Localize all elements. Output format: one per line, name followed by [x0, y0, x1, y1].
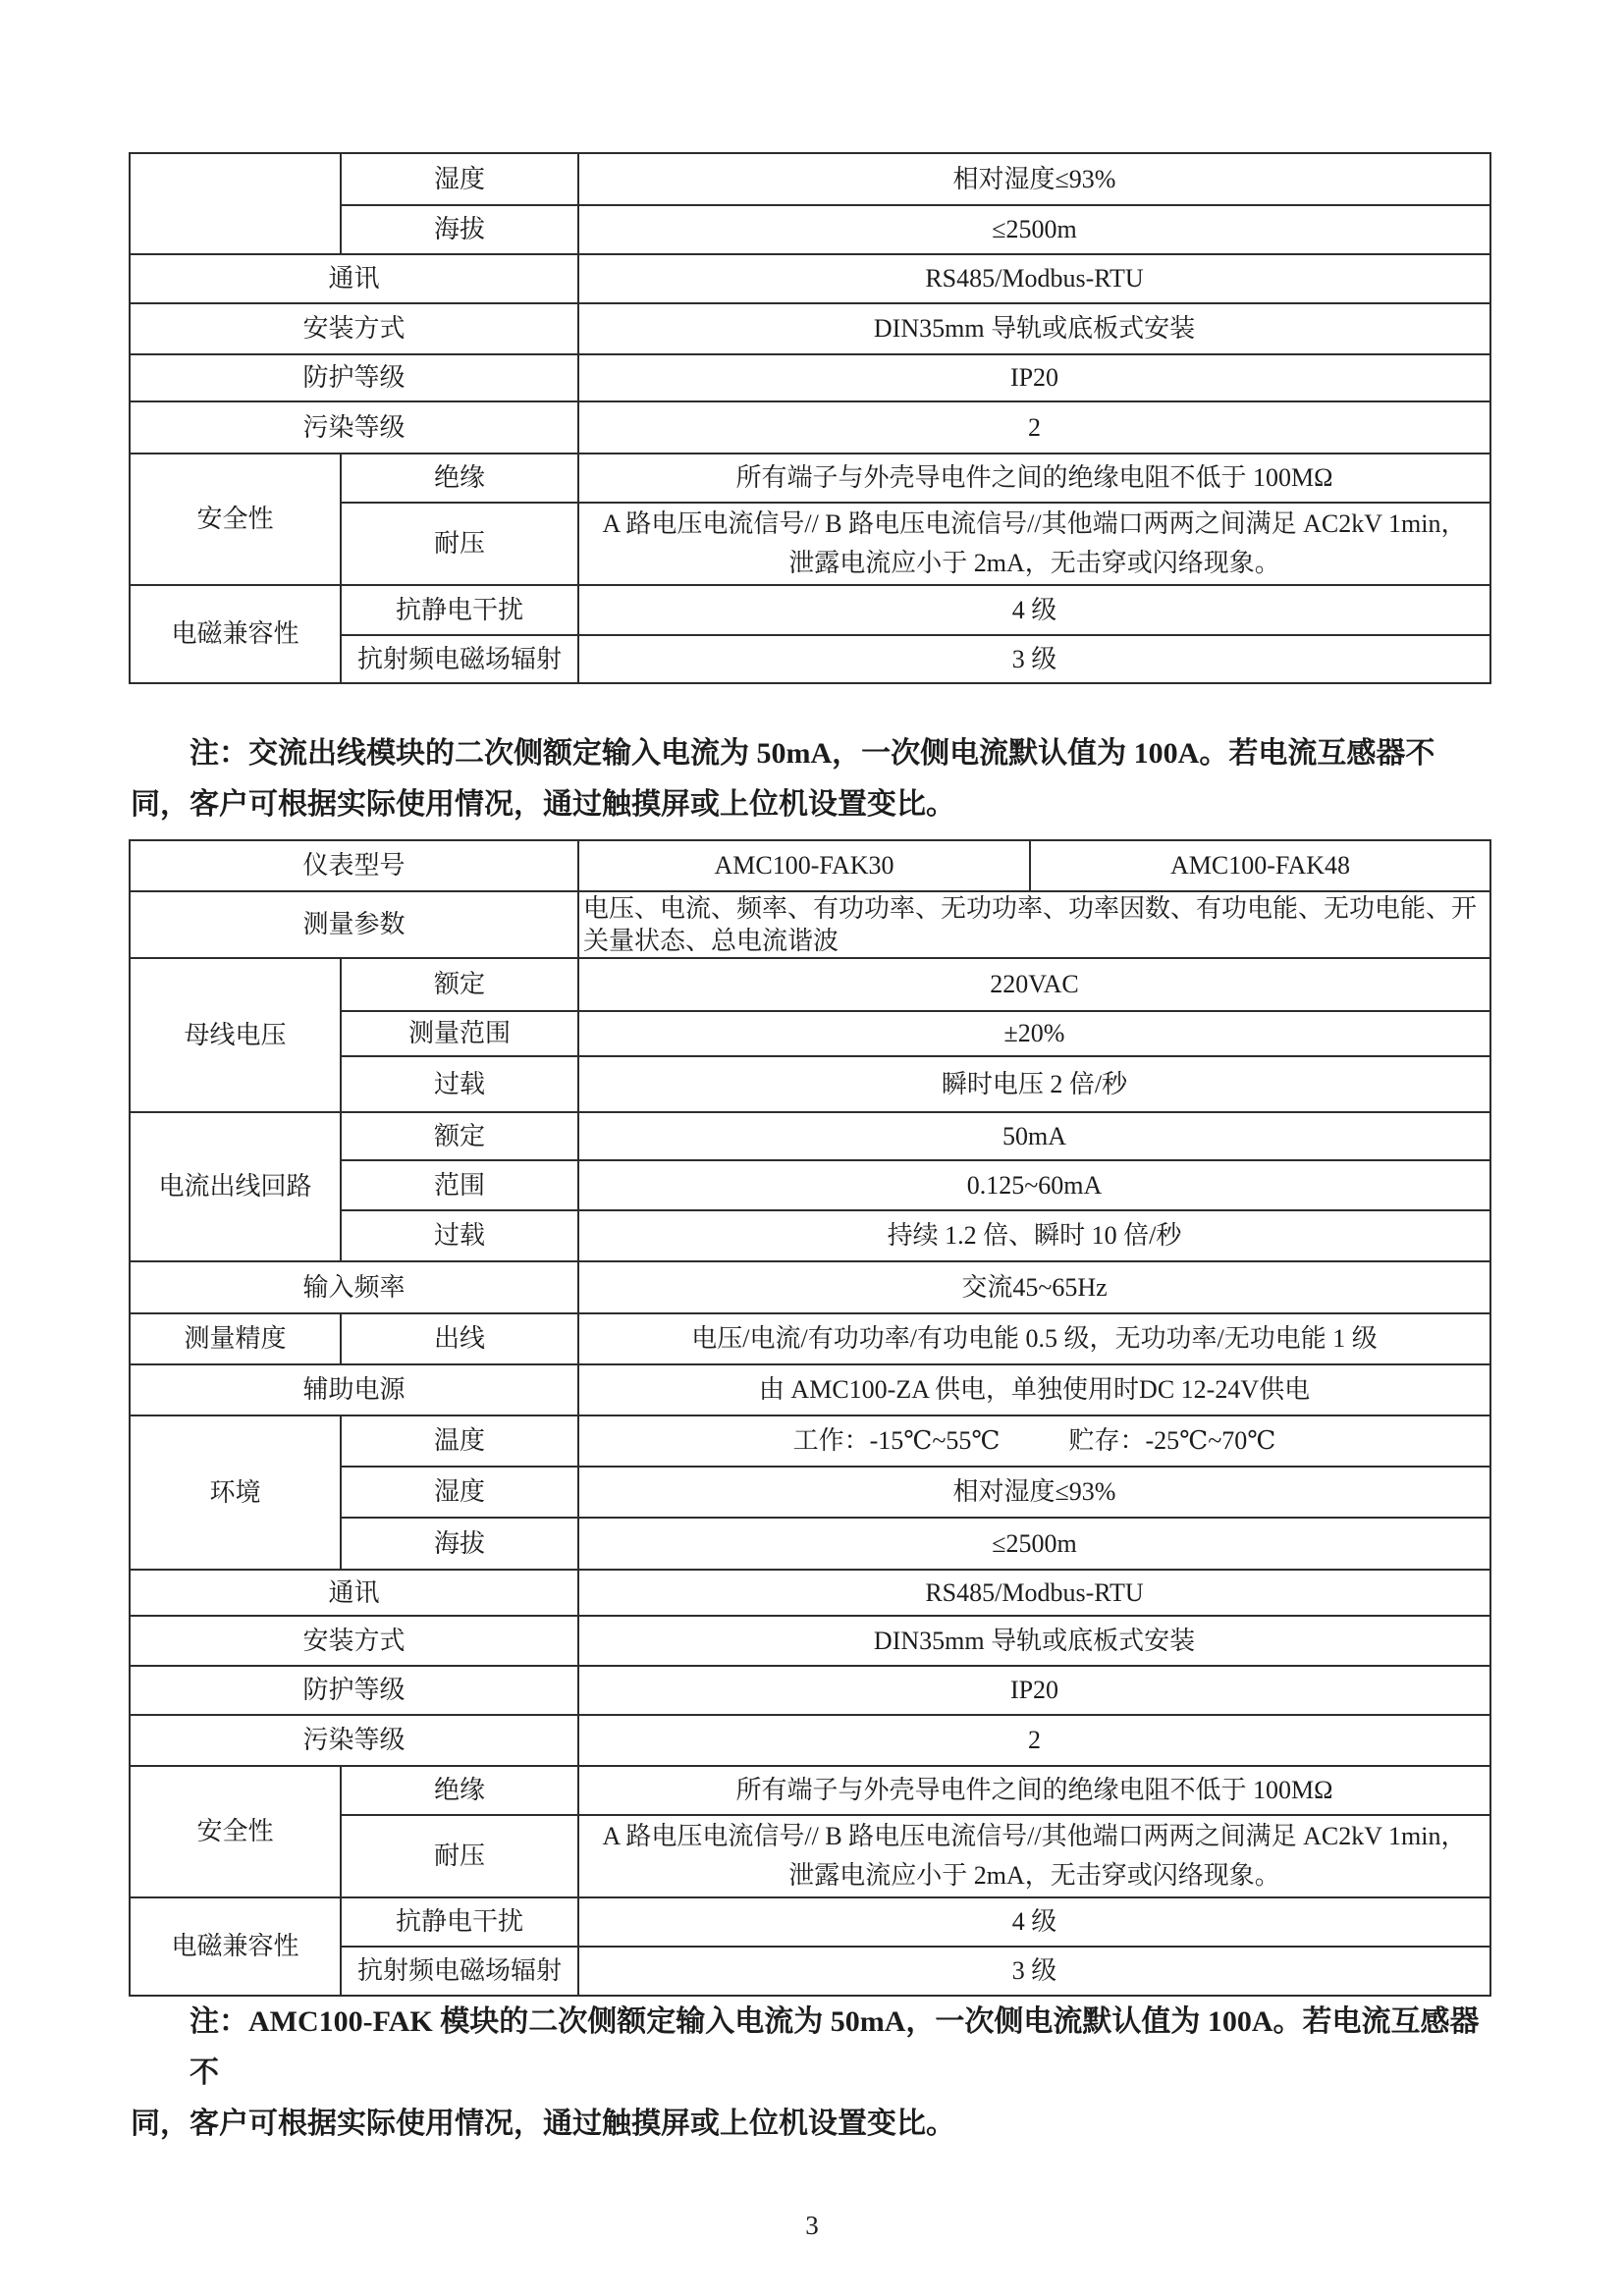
row-value-mounting: DIN35mm 导轨或底板式安装 [578, 1616, 1490, 1666]
header-label-model: 仪表型号 [130, 840, 578, 891]
row-label-params: 测量参数 [130, 891, 578, 958]
table-row [130, 254, 1490, 303]
row-label-altitude: 海拔 [341, 1518, 578, 1570]
table-row [130, 303, 1490, 354]
row-value-withstand: A 路电压电流信号// B 路电压电流信号//其他端口两两之间满足 AC2kV 1min，泄露电流应小于 2mA，无击穿或闪络现象。 [578, 1815, 1490, 1897]
table-row [130, 840, 1490, 891]
table-row [130, 585, 1490, 635]
note1-line-2: 同，客户可根据实际使用情况，通过触摸屏或上位机设置变比。 [131, 788, 955, 821]
row-label-pollution: 污染等级 [130, 1715, 578, 1766]
table-row [130, 1313, 1490, 1364]
row-label-loop-range: 范围 [341, 1160, 578, 1210]
table-row [130, 958, 1490, 1011]
table-row [130, 454, 1490, 503]
group-label-current-loop: 电流出线回路 [130, 1112, 341, 1261]
table-row [130, 401, 1490, 454]
row-label-comm: 通讯 [130, 1570, 578, 1616]
row-label-bus-rated: 额定 [341, 958, 578, 1011]
row-label-insulation: 绝缘 [341, 1766, 578, 1815]
row-value-humidity: 相对湿度≤93% [578, 1467, 1490, 1518]
note1-line-1: 注：交流出线模块的二次侧额定输入电流为 50mA，一次侧电流默认值为 100A。若电流互感器不 [189, 737, 1435, 770]
temperature-storage: 贮存：-25℃~70℃ [1068, 1426, 1276, 1456]
note-paragraph-1 [131, 728, 1493, 830]
row-label-rf-immunity: 抗射频电磁场辐射 [341, 635, 578, 683]
row-value-insulation: 所有端子与外壳导电件之间的绝缘电阻不低于 100MΩ [578, 1766, 1490, 1815]
spec-table-amc100-fak [129, 839, 1491, 1997]
table-row [130, 354, 1490, 401]
row-value-insulation: 所有端子与外壳导电件之间的绝缘电阻不低于 100MΩ [578, 454, 1490, 503]
row-value-aux-power: 由 AMC100-ZA 供电，单独使用时DC 12-24V供电 [578, 1364, 1490, 1415]
table-row [130, 1766, 1490, 1815]
row-label-rf-immunity: 抗射频电磁场辐射 [341, 1947, 578, 1996]
environment-group-cell-empty [130, 153, 341, 254]
row-label-accuracy-outgoing: 出线 [341, 1313, 578, 1364]
group-label-safety: 安全性 [130, 454, 341, 585]
row-label-esd: 抗静电干扰 [341, 1897, 578, 1947]
row-value-bus-overload: 瞬时电压 2 倍/秒 [578, 1056, 1490, 1112]
row-label-loop-rated: 额定 [341, 1112, 578, 1160]
row-label-insulation: 绝缘 [341, 454, 578, 503]
row-label-input-freq: 输入频率 [130, 1261, 578, 1313]
table-row [130, 1261, 1490, 1313]
group-label-emc: 电磁兼容性 [130, 1897, 341, 1996]
row-value-mounting: DIN35mm 导轨或底板式安装 [578, 303, 1490, 354]
row-label-bus-range: 测量范围 [341, 1011, 578, 1056]
table-row [130, 1570, 1490, 1616]
row-value-ip-rating: IP20 [578, 354, 1490, 401]
row-value-rf-immunity: 3 级 [578, 1947, 1490, 1996]
row-value-bus-range: ±20% [578, 1011, 1490, 1056]
row-value-temperature [578, 1415, 1490, 1467]
group-label-emc: 电磁兼容性 [130, 585, 341, 683]
row-label-withstand: 耐压 [341, 503, 578, 585]
table-row [130, 153, 1490, 205]
row-value-params: 电压、电流、频率、有功功率、无功功率、功率因数、有功电能、无功电能、开关量状态、总电流谐波 [578, 891, 1490, 958]
row-label-esd: 抗静电干扰 [341, 585, 578, 635]
table-row [130, 1112, 1490, 1160]
row-value-altitude: ≤2500m [578, 1518, 1490, 1570]
row-label-humidity: 湿度 [341, 1467, 578, 1518]
row-label-altitude: 海拔 [341, 205, 578, 254]
row-value-comm: RS485/Modbus-RTU [578, 254, 1490, 303]
table-row [130, 1666, 1490, 1715]
row-label-withstand: 耐压 [341, 1815, 578, 1897]
row-label-temperature: 温度 [341, 1415, 578, 1467]
group-label-accuracy: 测量精度 [130, 1313, 341, 1364]
header-model-fak48: AMC100-FAK48 [1030, 840, 1490, 891]
row-value-loop-overload: 持续 1.2 倍、瞬时 10 倍/秒 [578, 1210, 1490, 1261]
note2-line-2: 同，客户可根据实际使用情况，通过触摸屏或上位机设置变比。 [131, 2108, 955, 2140]
row-value-loop-rated: 50mA [578, 1112, 1490, 1160]
row-label-humidity: 湿度 [341, 153, 578, 205]
row-label-comm: 通讯 [130, 254, 578, 303]
table-row [130, 891, 1490, 958]
row-value-rf-immunity: 3 级 [578, 635, 1490, 683]
row-value-loop-range: 0.125~60mA [578, 1160, 1490, 1210]
row-value-pollution: 2 [578, 401, 1490, 454]
row-label-pollution: 污染等级 [130, 401, 578, 454]
group-label-safety: 安全性 [130, 1766, 341, 1897]
temperature-working: 工作：-15℃~55℃ [792, 1426, 1001, 1456]
group-label-environment: 环境 [130, 1415, 341, 1570]
table-row [130, 1364, 1490, 1415]
row-value-humidity: 相对湿度≤93% [578, 153, 1490, 205]
row-value-accuracy: 电压/电流/有功功率/有功电能 0.5 级，无功功率/无功电能 1 级 [578, 1313, 1490, 1364]
row-label-bus-overload: 过载 [341, 1056, 578, 1112]
row-value-withstand: A 路电压电流信号// B 路电压电流信号//其他端口两两之间满足 AC2kV 1min，泄露电流应小于 2mA，无击穿或闪络现象。 [578, 503, 1490, 585]
row-value-input-freq: 交流45~65Hz [578, 1261, 1490, 1313]
spec-table-continuation [129, 152, 1491, 684]
row-label-ip-rating: 防护等级 [130, 354, 578, 401]
row-label-ip-rating: 防护等级 [130, 1666, 578, 1715]
row-label-mounting: 安装方式 [130, 303, 578, 354]
header-model-fak30: AMC100-FAK30 [578, 840, 1030, 891]
row-value-pollution: 2 [578, 1715, 1490, 1766]
page-number: 3 [805, 2211, 819, 2240]
row-label-loop-overload: 过载 [341, 1210, 578, 1261]
table-row [130, 1715, 1490, 1766]
row-value-esd: 4 级 [578, 1897, 1490, 1947]
table-row [130, 1415, 1490, 1467]
note2-line-1: 注：AMC100-FAK 模块的二次侧额定输入电流为 50mA，一次侧电流默认值为 100A。若电流互感器不 [189, 2005, 1480, 2089]
group-label-bus-voltage: 母线电压 [130, 958, 341, 1112]
row-value-bus-rated: 220VAC [578, 958, 1490, 1011]
row-value-comm: RS485/Modbus-RTU [578, 1570, 1490, 1616]
table-row [130, 1897, 1490, 1947]
row-label-mounting: 安装方式 [130, 1616, 578, 1666]
row-label-aux-power: 辅助电源 [130, 1364, 578, 1415]
row-value-esd: 4 级 [578, 585, 1490, 635]
note-paragraph-2 [131, 1997, 1493, 2150]
table-row [130, 1616, 1490, 1666]
row-value-ip-rating: IP20 [578, 1666, 1490, 1715]
row-value-altitude: ≤2500m [578, 205, 1490, 254]
